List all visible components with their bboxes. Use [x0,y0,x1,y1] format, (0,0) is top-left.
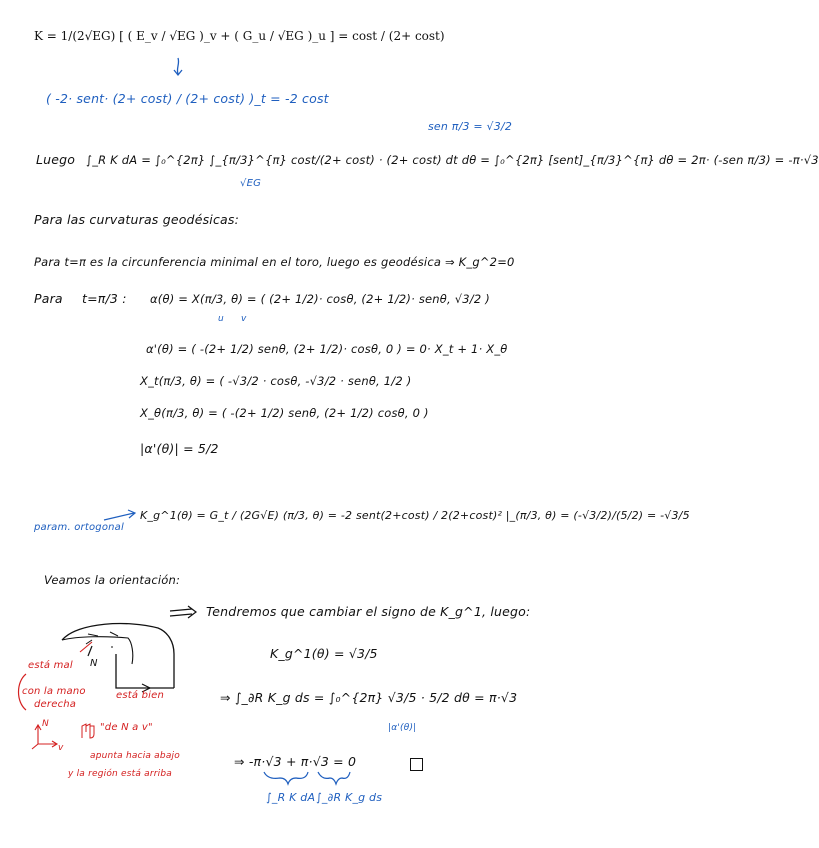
gauss-integral-label: ∫_R K dA [266,791,316,804]
kg1-equation: K_g^1(θ) = G_t / (2G√E) (π/3, θ) = -2 sent(2+cost) / 2(2+cost)² |_(π/3, θ) = (-√3/2)/(5/2) = -√3/5 [140,509,690,522]
norm-equation: |α'(θ)| = 5/2 [140,441,219,456]
derivative-calc: ( -2· sent· (2+ cost) / (2+ cost) )_t = -2 cost [46,91,329,106]
qed-square [410,758,423,771]
t-pi3-label: t=π/3 : [82,291,127,306]
right-arrow-icon [104,509,138,523]
integral-equation: ∫_R K dA = ∫₀^{2π} ∫_{π/3}^{π} cost/(2+ cost) · (2+ cost) dt dθ = ∫₀^{2π} [sent]_{π/3}^{π} dθ = 2π· (-sen π/3) = -π·√3 [86,153,819,167]
alpha-norm-note: |α'(θ)| [388,723,417,733]
boundary-integral: ⇒ ∫_∂R K_g ds = ∫₀^{2π} √3/5 · 5/2 dθ = π·√3 [220,690,518,705]
down-arrow-icon [168,58,188,78]
sin-note: sen π/3 = √3/2 [428,120,513,133]
axes-n-v-icon [30,716,70,750]
underbraces [262,770,352,788]
geodesic-heading: Para las curvaturas geodésicas: [34,212,240,227]
gaussian-curvature-formula: K = 1/(2√EG) [ ( E_v / √EG )_v + ( G_u / √EG )_u ] = cost / (2+ cost) [34,29,445,43]
hand-icon [78,720,100,740]
xtheta-equation: X_θ(π/3, θ) = ( -(2+ 1/2) senθ, (2+ 1/2) cosθ, 0 ) [140,406,429,420]
red-esta-bien: está bien [116,690,165,701]
kg1-positive: K_g^1(θ) = √3/5 [270,646,378,661]
orientation-heading: Veamos la orientación: [44,573,181,587]
change-sign-note: Tendremos que cambiar el signo de K_g^1, luego: [206,604,531,619]
red-region: y la región está arriba [68,769,172,779]
red-apunta: apunta hacia abajo [90,751,180,761]
red-derecha: derecha [34,699,77,710]
para-label: Para [34,291,63,306]
red-con-mano: con la mano [22,686,86,697]
red-esta-mal: está mal [28,660,73,671]
red-de-n-a-v: "de N a v" [100,722,153,733]
alpha-prime-equation: α'(θ) = ( -(2+ 1/2) senθ, (2+ 1/2)· cosθ, 0 ) = 0· X_t + 1· X_θ [146,342,508,356]
uv-marks: u v [218,314,247,324]
geodesic-integral-label: ∫_∂R K_g ds [316,791,383,804]
xt-equation: X_t(π/3, θ) = ( -√3/2 · cosθ, -√3/2 · senθ, 1/2 ) [140,374,412,388]
orthogonal-param-note: param. ortogonal [34,522,124,533]
alpha-equation: α(θ) = X(π/3, θ) = ( (2+ 1/2)· cosθ, (2+ 1/2)· senθ, √3/2 ) [150,292,490,306]
axis-label-n: N [42,719,49,729]
axis-label-v: v [58,743,64,753]
normal-label-n: N [90,658,98,669]
luego-label: Luego [36,152,76,167]
t-pi-line: Para t=π es la circunferencia minimal en el toro, luego es geodésica ⇒ K_g^2=0 [34,255,515,269]
sqrt-eg-note: √EG [240,178,262,189]
final-equation: ⇒ -π·√3 + π·√3 = 0 [234,754,357,769]
